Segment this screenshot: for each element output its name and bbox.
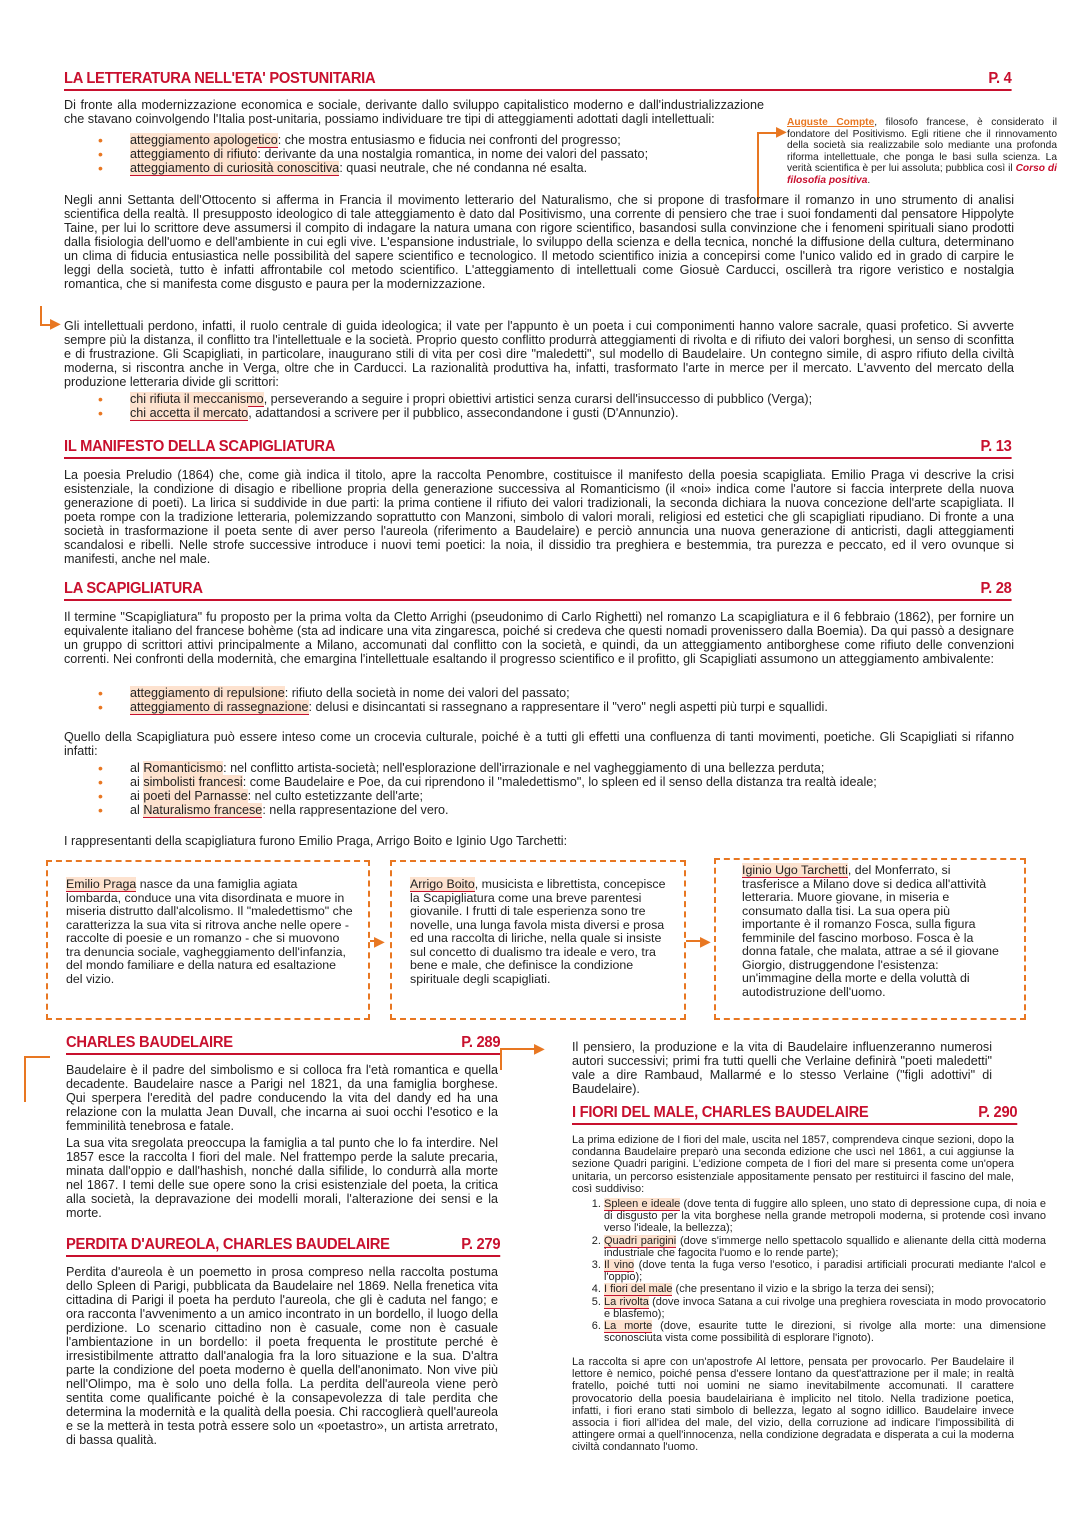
section-heading: LA LETTERATURA NELL'ETA' POSTUNITARIA	[64, 70, 376, 87]
paragraph	[66, 1063, 498, 1133]
list-item: • atteggiamento di rifiuto: derivante da una nostalgia romantica, in nome dei valori del passato;	[130, 147, 830, 161]
arrow-icon: ▶	[534, 1040, 545, 1056]
list-item: 6. La morte (dove, esaurite tutte le direzioni, si rivolge alla morte: una dimensione sconosciuta vista come possibilità di esplorare l'ignoto).	[604, 1320, 1046, 1344]
list-item: 2. Quadri parigini (dove s'immerge nello spettacolo squallido e alienante della città moderna industriale che fagocita l'uomo e lo rende parte);	[604, 1235, 1046, 1259]
section-heading: CHARLES BAUDELAIRE	[66, 1034, 233, 1051]
arrow-icon: ▶	[776, 123, 787, 139]
list-item: • ai simbolisti francesi: come Baudelaire e Poe, da cui riprendono il "maledettismo", lo spleen ed il senso della distanza tra realtà ideale;	[130, 775, 1080, 789]
paragraph	[66, 1136, 498, 1220]
section-title-scapigliatura	[64, 580, 1012, 601]
author-box-praga: Emilio Praga nasce da una famiglia agiata lombarda, conduce una vita disordinata e muore in miseria distrutto dall'alcolismo. Il "maledettismo" che caratterizza la sua vita si ritrova anche nelle opere - raccolte di poesie e un romanzo - che si muovono tra denuncia sociale, vagheggiamento dell'infanzia, del mondo familiare e della natura ed esaltazione del vizio.	[46, 860, 370, 1020]
list-item: • al Romanticismo: nel conflitto artista-società; nell'esplorazione dell'irrazionale e nel vagheggiamento di una bellezza perduta;	[130, 761, 1080, 775]
page-ref: P. 289	[461, 1034, 501, 1051]
paragraph	[64, 193, 1014, 291]
paragraph-text: La sua vita sregolata preoccupa la famiglia a tal punto che lo fa interdire. Nel 1857 esce la raccolta I fiori del male. Nel frattempo perde la salute precaria, minata dall'oppio e dall'hashish, nonché dalla sifilide, lo condurrà alla morte nel 1867. I temi delle sue opere sono la crisi esistenziale del poeta, la critica alla società, la depravazione dei modelli morali, l'alterazione dei sensi e la morte.	[66, 1136, 498, 1220]
list-item: • atteggiamento apologetico: che mostra entusiasmo e fiducia nei confronti del progresso;	[130, 133, 830, 147]
list-item: 3. Il vino (dove tenta la fuga verso l'esotico, i paradisi artificiali procurati mediante l'alcol e l'oppio);	[604, 1259, 1046, 1283]
list-item: • chi accetta il mercato, adattandosi a scrivere per il pubblico, assecondandone i gusti (D'Annunzio).	[130, 406, 1080, 420]
paragraph	[64, 834, 1014, 848]
paragraph-text: Il termine "Scapigliatura" fu proposto per la prima volta da Cletto Arrighi (pseudonimo di Carlo Righetti) nel romanzo La scapigliatura e il 6 febbraio (1862), per fornire un equivalente italiano del francese bohème (sta ad indicare una vita zingaresca, poiché si credeva che questi nomadi provenissero dalla Boemia). Da qui passò a designare un gruppo di scrittori attivi principalmente a Milano, accomunati dal conflitto con la società, e quindi, da un atteggiamento antiborghese come rifiuto delle convenzioni correnti. Nei confronti della modernità, che emargina l'intellettuale esaltando il progresso scientifico e il profitto, gli Scapigliati assumono un atteggiamento ambivalente:	[64, 610, 1014, 666]
paragraph	[64, 610, 1014, 666]
page-ref: P. 28	[980, 580, 1012, 597]
list-item: • atteggiamento di rassegnazione: delusi e disincantati si rassegnano a rappresentare il "vero" negli aspetti più turpi e squallidi.	[130, 700, 1080, 714]
section-title-fiori-del-male	[572, 1104, 1017, 1125]
list-item: • atteggiamento di curiosità conoscitiva: quasi neutrale, che né condanna né esalta.	[130, 161, 830, 175]
section-heading: IL MANIFESTO DELLA SCAPIGLIATURA	[64, 438, 336, 455]
paragraph-text: I rappresentanti della scapigliatura furono Emilio Praga, Arrigo Boito e Iginio Ugo Tarchetti:	[64, 834, 568, 848]
paragraph-text: Baudelaire è il padre del simbolismo e si colloca fra l'età romantica e quella decadente. Baudelaire nasce a Parigi nel 1821, da una famiglia borghese. Qui sperpera l'eredità del padre conducendo la vita del dandy ed ha una relazione con la mulatta Jean Duvall, che incarna ai suoi occhi l'esotico e la femminilità tenebrosa e fatale.	[66, 1063, 498, 1133]
paragraph	[66, 1265, 498, 1447]
list-item: • atteggiamento di repulsione: rifiuto della società in nome dei valori del passato;	[130, 686, 1080, 700]
list-item: 1. Spleen e ideale (dove tenta di fuggire allo spleen, uno stato di depressione cupa, di noia e di disgusto per la vita borghese nella grande metropoli moderna, si protende così invano verso l'ideale, la bellezza);	[604, 1198, 1046, 1235]
arrow-icon: ▶	[50, 315, 61, 331]
side-note-compte: Auguste Compte, filosofo francese, è considerato il fondatore del Positivismo. Egli ritiene che il rinnovamento della società sia realizzabile solo mediante una profonda riforma intellettuale, che ponga le basi sulla scienza. La verità scientifica è per lui assoluta; pubblica così il Corso di filosofia positiva.	[787, 117, 1058, 186]
paragraph	[572, 1134, 1014, 1195]
section-title-perdita-aureola	[66, 1236, 500, 1257]
list-item: 5. La rivolta (dove invoca Satana a cui rivolge una preghiera rovesciata in modo provocatorio e blasfemo);	[604, 1296, 1046, 1320]
arrow-icon: ▶	[374, 933, 385, 949]
section-heading: I FIORI DEL MALE, CHARLES BAUDELAIRE	[572, 1104, 869, 1121]
paragraph	[64, 319, 1014, 389]
paragraph-text: Di fronte alla modernizzazione economica e sociale, derivante dallo sviluppo capitalistico moderno e dall'industrializzazione che stavano coinvolgendo l'Italia post-unitaria, possiamo individuare tre tipi di atteggiamenti adottati dagli intellettuali:	[64, 98, 764, 126]
paragraph	[64, 98, 764, 126]
connector-line	[24, 1056, 50, 1102]
author-box-boito: Arrigo Boito, musicista e librettista, concepisce la Scapigliatura come una breve parentesi giovanile. I frutti di tale esperienza sono tre novelle, una lunga favola mista diversi e prosa ed una raccolta di liriche, nella quale si insiste sul concetto di dualismo tra ideale e vero, tra bene e male, che definisce la condizione spirituale degli scapigliati.	[390, 860, 686, 1020]
section-title-manifesto	[64, 438, 1012, 459]
bullet-list	[66, 392, 1080, 420]
bullet-list	[66, 761, 1080, 817]
page-ref: P. 290	[978, 1104, 1018, 1121]
author-box-tarchetti: Iginio Ugo Tarchetti, del Monferrato, si trasferisce a Milano dove si dedica all'attività letteraria. Muore giovane, in miseria e consumato dalla tisi. La sua opera più importante è il romanzo Fosca, sulla figura femminile del fascino morboso. Fosca è la donna fatale, che malata, attrae a sé il giovane Giorgio, distruggendone l'esistenza: un'immagine della morte e della voluttà di autodistruzione dell'uomo.	[714, 858, 1026, 1020]
connector-line	[370, 940, 380, 942]
page-ref: P. 4	[988, 70, 1012, 87]
numbered-list	[572, 1198, 1046, 1344]
section-heading: PERDITA D'AUREOLA, CHARLES BAUDELAIRE	[66, 1236, 390, 1253]
paragraph-text: La poesia Preludio (1864) che, come già indica il titolo, apre la raccolta Penombre, costituisce il manifesto della poesia scapigliata. Emilio Praga vi descrive la crisi esistenziale, la condizione di disagio e ribellione propria della generazione successiva al Romanticismo (il «noi» indica come l'autore si faccia interprete della nuova generazione di poeti). La lirica si suddivide in due parti: la prima contiene il rifiuto dei valori tradizionali, la seconda dichiara la nuova concezione dell'arte scapigliata. Il poeta rompe con la tradizione letteraria, polemizzando soprattutto con Manzoni, simbolo di valori morali, religiosi ed estetici che gli scapigliati ripudiano. Di fronte a una società in trasformazione il poeta sente di aver perso l'aureola (riferimento a Baudelaire) e perciò annuncia una nuova generazione di anticristi, dagli atteggiamenti scandalosi e ribelli. Nelle strofe successive introduce i nuovi temi poetici: la noia, il dissidio tra preghiera e bestemmia, tra purezza e peccato, ed il vero ovunque si manifesti, anche nel male.	[64, 468, 1014, 566]
connector-line	[686, 940, 702, 942]
list-item: • chi rifiuta il meccanismo, perseverando a seguire i propri obiettivi artistici senza curarsi dell'insuccesso di pubblico (Verga);	[130, 392, 1080, 406]
list-item: 4. I fiori del male (che presentano il vizio e la sbrigo la terza dei sensi);	[604, 1283, 1046, 1295]
arrow-icon: ▶	[700, 933, 711, 949]
section-title-postunitaria	[64, 70, 1012, 91]
paragraph	[572, 1356, 1014, 1454]
paragraph-text: Il pensiero, la produzione e la vita di Baudelaire influenzeranno numerosi autori successivi; primi fra tutti quelli che Verlaine definirà "poeti maledetti" vale a dire Rambaud, Mallarmé e lo stesso Verlaine ("figli adottivi" di Baudelaire).	[572, 1040, 992, 1096]
list-item: • al Naturalismo francese: nella rappresentazione del vero.	[130, 803, 1080, 817]
list-item: • ai poeti del Parnasse: nel culto estetizzante dell'arte;	[130, 789, 1080, 803]
page-ref: P. 13	[980, 438, 1012, 455]
bullet-list	[66, 133, 830, 175]
paragraph	[64, 468, 1014, 566]
connector-line	[500, 1048, 536, 1070]
section-title-baudelaire	[66, 1034, 500, 1055]
side-note-maledetti	[572, 1040, 992, 1096]
paragraph-text: La raccolta si apre con un'apostrofe Al lettore, pensata per provocarlo. Per Baudelaire il lettore è nemico, poiché pensa d'essere lontano da quest'attrazione per il male; in realtà fratello, poiché tutti noi uomini ne siamo inevitabilmente accomunati. Il carattere provocatorio della poesia baudelairiana è implicito nel titolo. Nella tradizione poetica, infatti, i fiori erano stati simbolo di bellezza, legato al sogno idillico. Baudelaire invece associa i fiori all'idea del male, del vizio, della corruzione ad indicare l'impossibilità di attingere ormai a quell'innocenza, nella condizione degradata e disperata a cui la moderna civiltà condannato l'uomo.	[572, 1356, 1014, 1454]
paragraph	[64, 730, 1014, 758]
section-heading: LA SCAPIGLIATURA	[64, 580, 203, 597]
paragraph-text: Perdita d'aureola è un poemetto in prosa compreso nella raccolta postuma dello Spleen di Parigi, pubblicata da Baudelaire nel 1869. Nella frenetica vita cittadina di Parigi il poeta ha perduto l'aureola, che gli è caduta nel fango; e ora racconta l'avvenimento a un amico incontrato in un bordello, il luogo della perdizione. Lo scenario cittadino non è casuale, come non è casuale l'ambientazione in un bordello: il poeta frequenta le prostitute perché è irresistibilmente attratto dall'analogia fra la loro situazione e la sua. D'altra parte la condizione del poeta moderno è quella dell'anonimato. Non vive più nell'Olimpo, ma è solo uno della folla. La perdita dell'aureola viene però sentita come qualificante poiché è la consapevolezza di tale perdita che determina la modernità e la qualità della poesia. Chi raccoglierà quell'aureola e se la metterà in testa potrà essere solo un «poetastro», un artista arretrato, di bassa qualità.	[66, 1265, 498, 1447]
paragraph-text: Gli intellettuali perdono, infatti, il ruolo centrale di guida ideologica; il vate per l'appunto è un poeta i cui componimenti hanno valore sacrale, quasi profetico. Si avverte sempre più la distanza, il conflitto tra l'intellettuale e la società. Proprio questo conflitto produrrà atteggiamenti di rivolta e di rifiuto dei valori borghesi, un senso di sconfitta e di frustrazione. Gli Scapigliati, in particolare, inaugurano stili di vita per così dire "maledetti", sul modello di Baudelaire. Un contegno simile, di aspro rifiuto della civiltà moderna, si riscontra anche in Verga, oltre che in Carducci. La razionalità produttiva ha, infatti, trasformato l'arte in merce per il mercato. L'avvento del mercato della produzione letteraria divide gli scrittori:	[64, 319, 1014, 389]
paragraph-text: Negli anni Settanta dell'Ottocento si afferma in Francia il movimento letterario del Naturalismo, che si propone di trasformare il romanzo in uno strumento di analisi scientifica della realtà. Il presupposto ideologico di tale atteggiamento è dato dal Positivismo, una corrente di pensiero che trae i suoi fondamenti dal pensatore Hippolyte Taine, per lui lo scrittore deve assumersi il compito di indagare la natura umana con rigore scientifico, basandosi sulla convinzione che i fenomeni spirituali siano prodotti dalla fisiologia dell'uomo e dell'ambiente in cui egli vive. L'espansione industriale, lo sviluppo della scienza e della tecnica, nonché la diffusione della cultura, determinano un clima di fiducia entusiastica nelle possibilità del sapere scientifico e tecnologico. Il metodo scientifico inizia a concepirsi come l'unico valido ed in grado di carpire le leggi della società, tutto è infatti affrontabile col metodo scientifico. L'atteggiamento di intellettuali come Giosuè Carducci, oscillerà tra rigore veristico e nostalgia romantica, che si manifesta come disgusto e paura per la modernizzazione.	[64, 193, 1014, 291]
page-ref: P. 279	[461, 1236, 501, 1253]
paragraph-text: La prima edizione de I fiori del male, uscita nel 1857, comprendeva cinque sezioni, dopo la condanna Baudelaire preparò una seconda edizione che uscì nel 1861, a cui aggiunse la sezione Quadri parigini. L'edizione competa de I fiori del mare si presenta come un'opera unitaria, un percorso esistenziale appositamente pensato per restituirci il fascino del male, così suddiviso:	[572, 1134, 1014, 1195]
bullet-list	[66, 686, 1080, 714]
paragraph-text: Quello della Scapigliatura può essere inteso come un crocevia culturale, poiché è a tutti gli effetti una confluenza di tanti movimenti, poetiche. Gli Scapigliati si rifanno infatti:	[64, 730, 1014, 758]
